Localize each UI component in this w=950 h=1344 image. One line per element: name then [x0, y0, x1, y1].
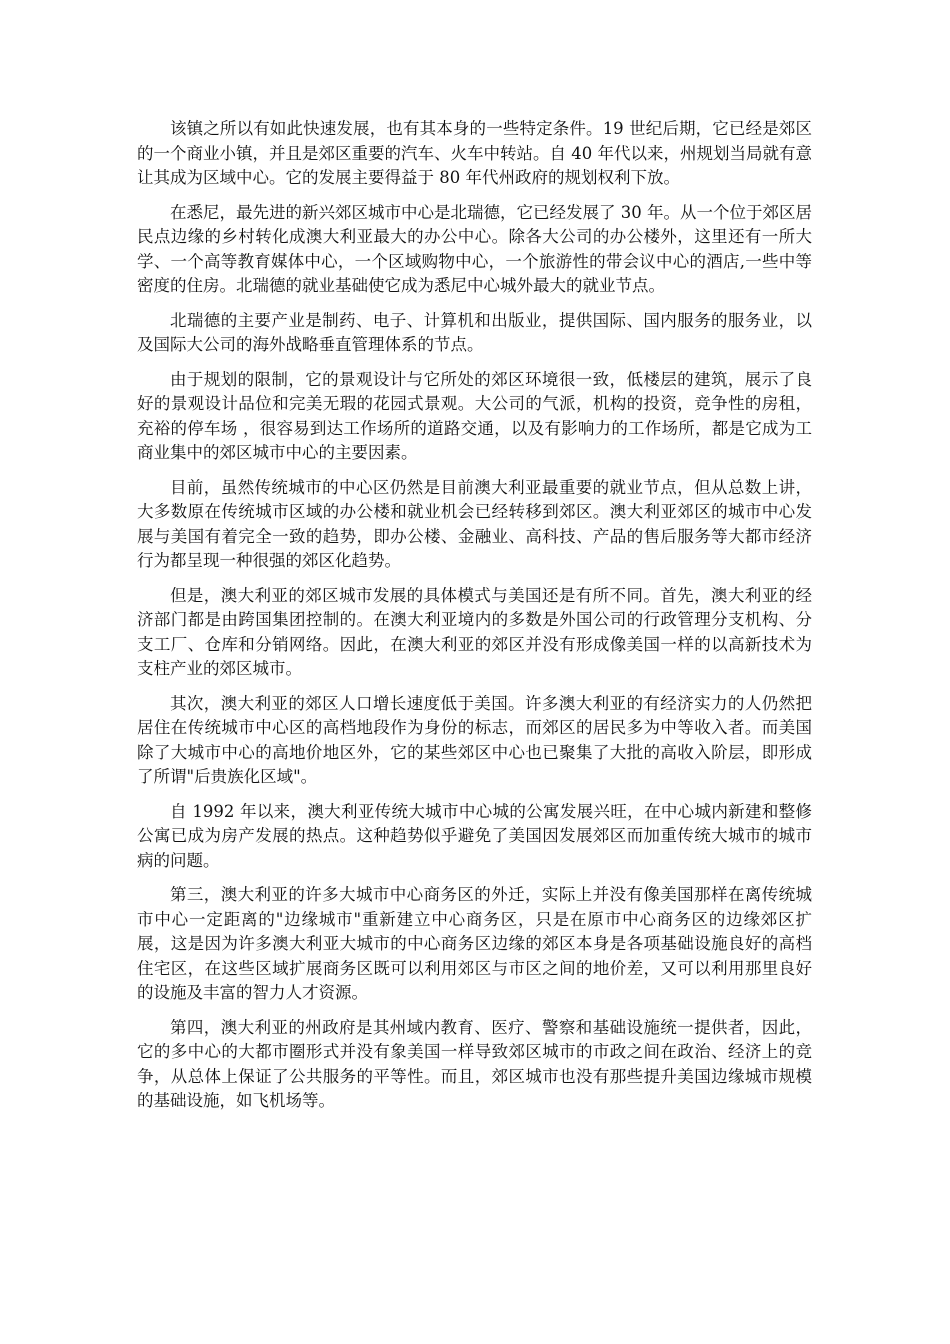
paragraph: 第三，澳大利亚的许多大城市中心商务区的外迁，实际上并没有像美国那样在离传统城市中心一定距离的"边缘城市"重新建立中心商务区，只是在原市中心商务区的边缘郊区扩展，这是因为许多澳大利亚大城市的中心商务区边缘的郊区本身是各项基础设施良好的高档住宅区，在这些区域扩展商务区既可以利用郊区与市区之间的地价差，又可以利用那里良好的设施及丰富的智力人才资源。: [137, 885, 812, 1002]
paragraph: 第四，澳大利亚的州政府是其州域内教育、医疗、警察和基础设施统一提供者，因此，它的多中心的大都市圈形式并没有象美国一样导致郊区城市的市政之间在政治、经济上的竞争，从总体上保证了公共服务的平等性。而且，郊区城市也没有那些提升美国边缘城市规模的基础设施，如飞机场等。: [137, 1017, 812, 1110]
paragraph: 自 1992 年以来，澳大利亚传统大城市中心城的公寓发展兴旺，在中心城内新建和整修公寓已成为房产发展的热点。这种趋势似乎避免了美国因发展郊区而加重传统大城市的城市病的问题。: [137, 801, 812, 870]
paragraph: 由于规划的限制，它的景观设计与它所处的郊区环境很一致，低楼层的建筑，展示了良好的景观设计品位和完美无瑕的花园式景观。大公司的气派，机构的投资，竞争性的房租，充裕的停车场 ，很容易到达工作场所的道路交通，以及有影响力的工作场所，都是它成为工商业集中的郊区城市中心的主要因素。: [137, 369, 812, 462]
paragraph: 目前，虽然传统城市的中心区仍然是目前澳大利亚最重要的就业节点，但从总数上讲，大多数原在传统城市区域的办公楼和就业机会已经转移到郊区。澳大利亚郊区的城市中心发展与美国有着完全一致的趋势，即办公楼、金融业、高科技、产品的售后服务等大都市经济行为都呈现一种很强的郊区化趋势。: [137, 477, 812, 570]
paragraph: 但是，澳大利亚的郊区城市发展的具体模式与美国还是有所不同。首先，澳大利亚的经济部门都是由跨国集团控制的。在澳大利亚境内的多数是外国公司的行政管理分支机构、分支工厂、仓库和分销网络。因此，在澳大利亚的郊区并没有形成像美国一样的以高新技术为支柱产业的郊区城市。: [137, 585, 812, 678]
paragraph: 其次，澳大利亚的郊区人口增长速度低于美国。许多澳大利亚的有经济实力的人仍然把居住在传统城市中心区的高档地段作为身份的标志，而郊区的居民多为中等收入者。而美国除了大城市中心的高地价地区外，它的某些郊区中心也已聚集了大批的高收入阶层，即形成了所谓"后贵族化区域"。: [137, 693, 812, 786]
paragraph: 该镇之所以有如此快速发展，也有其本身的一些特定条件。19 世纪后期，它已经是郊区的一个商业小镇，并且是郊区重要的汽车、火车中转站。自 40 年代以来，州规划当局就有意让其成为区域中心。它的发展主要得益于 80 年代州政府的规划权利下放。: [137, 119, 812, 187]
document-body: [137, 117, 812, 1124]
paragraph: 在悉尼，最先进的新兴郊区城市中心是北瑞德，它已经发展了 30 年。从一个位于郊区居民点边缘的乡村转化成澳大利亚最大的办公中心。除各大公司的办公楼外，这里还有一所大学、一个高等教育媒体中心，一个区域购物中心，一个旅游性的带会议中心的酒店,一些中等密度的住房。北瑞德的就业基础使它成为悉尼中心城外最大的就业节点。: [137, 202, 812, 295]
paragraph: 北瑞德的主要产业是制药、电子、计算机和出版业，提供国际、国内服务的服务业，以及国际大公司的海外战略垂直管理体系的节点。: [137, 310, 812, 354]
